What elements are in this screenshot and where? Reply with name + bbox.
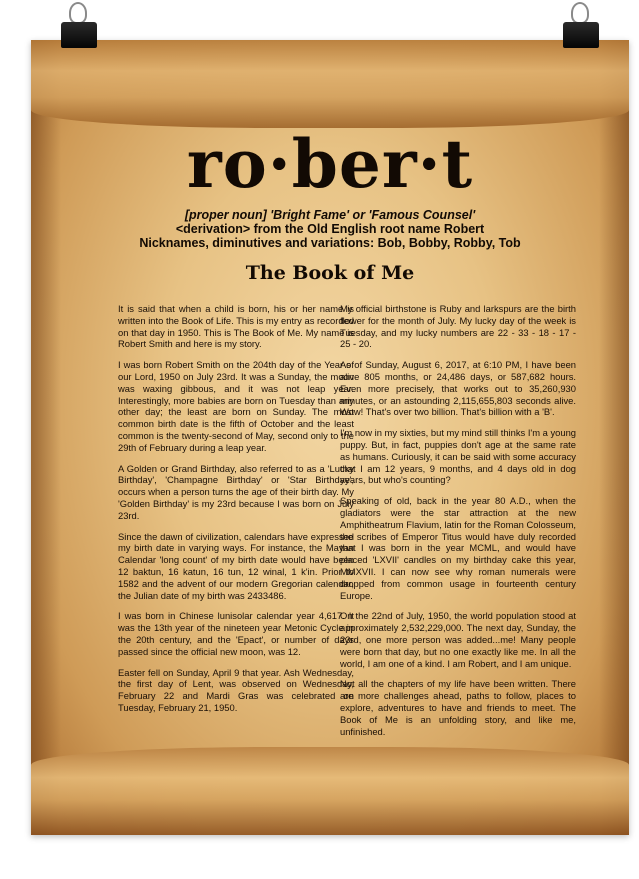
paragraph: A Golden or Grand Birthday, also referred to as a 'Lucky Birthday', 'Champagne Birthday' or 'Star Birthday', occurs when a person turns the age of their birth day. My 'Golden Birthday' is my 23rd because I was born on July 23rd. [118, 462, 354, 521]
binder-clip-right-icon [563, 2, 599, 48]
left-text-column [118, 303, 354, 723]
paragraph: On the 22nd of July, 1950, the world population stood at approximately 2,532,229,000. The next day, Sunday, the 23rd, one more person was added...me! Many people were born that day, but no one exactly like me. In all the world, I am one of a kind. I am Robert, and I am unique. [340, 610, 576, 669]
paragraph: I was born Robert Smith on the 204th day of the Year of our Lord, 1950 on July 23rd. It was a Sunday, the moon was waxing gibbous, and it was not leap year. Interestingly, more babies are born on Tuesday than any other day; the least are born on Sunday. The most common birth date is the fifth of October and the least common is the twenty-second of May, second only to the 29th of February during a leap year. [118, 359, 354, 453]
definition-line: [proper noun] 'Bright Fame' or 'Famous Counsel' [184, 208, 476, 222]
paragraph: As of Sunday, August 6, 2017, at 6:10 PM, I have been alive 805 months, or 24,486 days, or 587,682 hours. Even more precisely, that works out to 35,260,930 minutes, or an astounding 2,115,655,803 seconds alive. Wow! That's over two billion. That's billion with a 'B'. [340, 359, 576, 418]
section-heading: The Book of Me [245, 262, 415, 284]
paragraph: My official birthstone is Ruby and larkspurs are the birth flower for the month of July. My lucky day of the week is Tuesday, and my lucky numbers are 22 - 33 - 18 - 17 - 25 - 20. [340, 303, 576, 350]
paragraph: Since the dawn of civilization, calendars have expressed my birth date in varying ways. For instance, the Mayan Calendar 'long count' of my birth date would have been 12 baktun, 16 katun, 16 tun, 12 winal, 1 k'in. Prior to 1582 and the advent of our modern Gregorian calendar, the Julian date of my birth was 2433486. [118, 530, 354, 601]
name-definition [31, 208, 629, 250]
paragraph: I was born in Chinese lunisolar calendar year 4,617. It was the 13th year of the nineteen year Metonic Cycle in the 20th century, and the 'Epact', or number of days passed since the official new moon, was 12. [118, 610, 354, 657]
nicknames-line: Nicknames, diminutives and variations: Bob, Bobby, Robby, Tob [139, 236, 521, 250]
scroll-bottom-roll [31, 747, 629, 835]
derivation-line: <derivation> from the Old English root name Robert [175, 222, 485, 236]
name-title: ro·ber·t [186, 125, 474, 203]
paragraph: Easter fell on Sunday, April 9 that year. Ash Wednesday, the first day of Lent, was observed on Wednesday, February 22 and Mardi Gras was celebrated on Tuesday, February 21, 1950. [118, 666, 354, 713]
binder-clip-left-icon [61, 2, 97, 48]
paragraph: Speaking of old, back in the year 80 A.D., when the gladiators were the star attraction at the new Amphitheatrum Flavium, latin for the Roman Colosseum, the scribes of Emperor Titus would have duly recorded that I was born in the year MCML, and would have placed 'LXVII' candles on my birthday cake this year, MMXVII. I can now see why roman numerals were dropped from common usage in fourteenth century Europe. [340, 495, 576, 601]
paragraph: Not all the chapters of my life have been written. There are more challenges ahead, paths to follow, places to explore, adventures to have and friends to meet. The Book of Me is an unfolding story, and like me, unfinished. [340, 678, 576, 737]
paragraph: It is said that when a child is born, his or her name is written into the Book of Life. This is my entry as recorded on that day in 1950. This is The Book of Me. My name is Robert Smith and here is my story. [118, 303, 354, 350]
scroll-top-roll [31, 40, 629, 128]
paragraph: I'm now in my sixties, but my mind still thinks I'm a young puppy. But, in fact, puppies don't age at the same rate as humans. Curiously, it can be said with some accuracy that I am 12 years, 9 months, and 4 days old in dog years, but who's counting? [340, 427, 576, 486]
right-text-column [340, 303, 576, 746]
